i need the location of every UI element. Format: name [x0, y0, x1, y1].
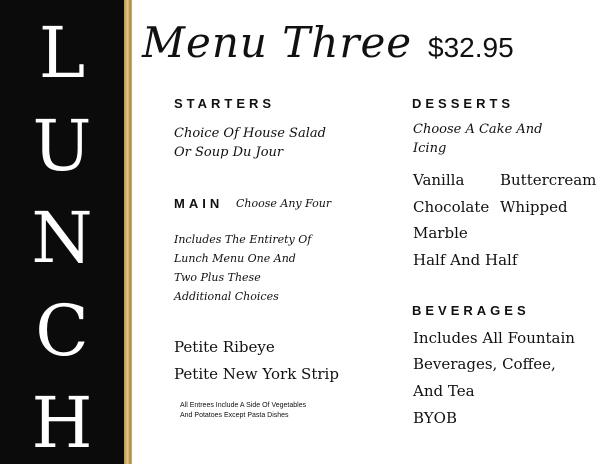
cake-option: Chocolate [413, 198, 490, 216]
gold-divider-strip [124, 0, 132, 464]
beverage-line: Includes All Fountain [413, 329, 575, 347]
lunch-letter: N [31, 197, 93, 279]
cake-option: Vanilla [413, 171, 465, 189]
entree-note: And Potatoes Except Pasta Dishes [180, 412, 289, 419]
main-item: Petite Ribeye [174, 338, 275, 356]
lunch-letter: H [31, 382, 93, 464]
starters-heading: STARTERS [174, 96, 276, 111]
main-desc-line: Two Plus These [174, 271, 261, 284]
main-heading: MAIN [174, 196, 224, 211]
menu-price: $32.95 [428, 32, 514, 63]
desserts-line: Choose A Cake And [413, 122, 543, 137]
main-desc-line: Lunch Menu One And [174, 252, 296, 265]
icing-option: Whipped [500, 198, 568, 216]
menu-title: Menu Three [142, 18, 413, 67]
main-desc-line: Includes The Entirety Of [174, 233, 312, 246]
lunch-letter: U [32, 104, 92, 187]
beverages-heading: BEVERAGES [412, 303, 530, 318]
main-desc-line: Additional Choices [174, 290, 279, 303]
cake-option: Marble [413, 224, 468, 242]
beverage-line: Beverages, Coffee, [413, 355, 556, 373]
entree-note: All Entrees Include A Side Of Vegetables [180, 402, 307, 409]
cake-option: Half And Half [413, 251, 518, 269]
icing-option: Buttercream [500, 171, 597, 189]
lunch-letter: L [38, 12, 86, 94]
beverage-line: BYOB [413, 409, 457, 427]
desserts-line: Icing [413, 141, 447, 156]
beverage-line: And Tea [413, 382, 475, 400]
starters-line: Choice Of House Salad [174, 126, 326, 141]
lunch-vertical-title [0, 12, 124, 464]
main-item: Petite New York Strip [174, 365, 339, 383]
main-subheading: Choose Any Four [236, 197, 332, 210]
lunch-letter: C [35, 289, 89, 372]
starters-line: Or Soup Du Jour [174, 145, 284, 160]
desserts-heading: DESSERTS [412, 96, 515, 111]
